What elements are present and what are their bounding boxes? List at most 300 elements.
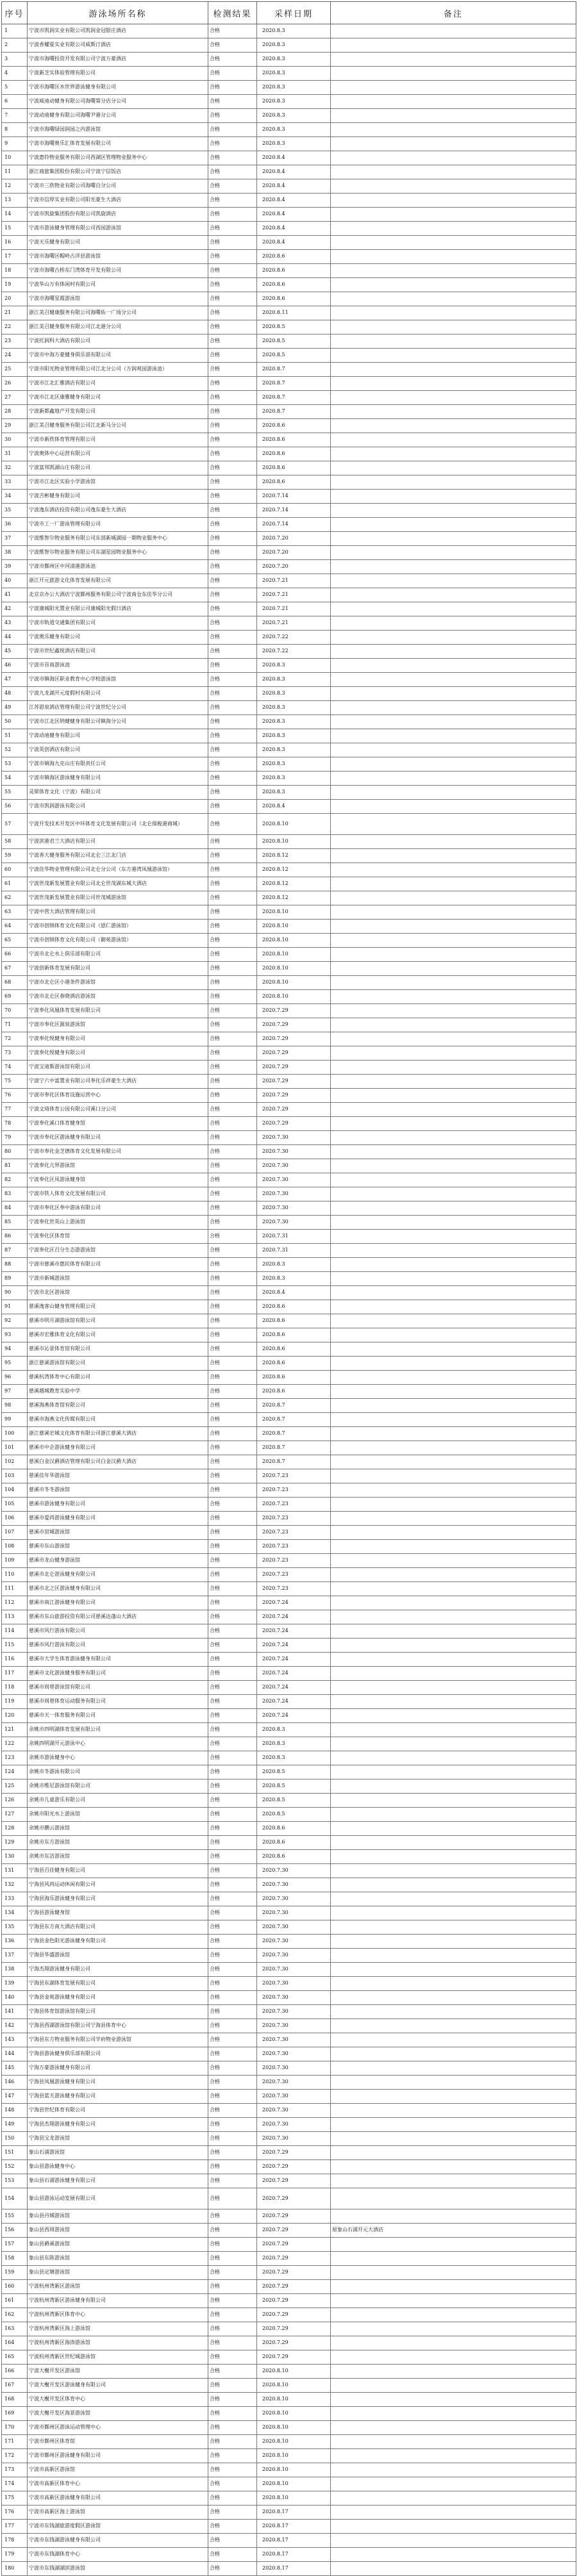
remark — [331, 743, 576, 757]
remark — [331, 1512, 576, 1526]
table-row — [2, 1949, 576, 1963]
sample-date: 2020.8.7 — [257, 405, 331, 419]
remark — [331, 1765, 576, 1779]
remark — [331, 2076, 576, 2090]
remark — [331, 2160, 576, 2174]
sample-date: 2020.8.6 — [257, 1822, 331, 1836]
venue-name: 宁海县东方南大酒店有限公司 — [28, 1920, 208, 1935]
remark — [331, 1046, 576, 1061]
remark — [331, 1610, 576, 1624]
remark — [331, 447, 576, 461]
row-number: 108 — [2, 1540, 28, 1554]
remark — [331, 1892, 576, 1906]
row-number: 137 — [2, 1949, 28, 1963]
test-result: 合格 — [208, 490, 257, 504]
remark — [331, 1667, 576, 1681]
venue-name: 慈溪市南江游泳健身有限公司 — [28, 1596, 208, 1610]
sample-date: 2020.8.10 — [257, 976, 331, 990]
remark — [331, 1906, 576, 1920]
remark — [331, 490, 576, 504]
remark — [331, 2005, 576, 2019]
test-result: 合格 — [208, 1201, 257, 1216]
table-row — [2, 532, 576, 546]
test-result: 合格 — [208, 1244, 257, 1258]
row-number: 104 — [2, 1483, 28, 1498]
sample-date: 2020.8.12 — [257, 891, 331, 905]
test-result: 合格 — [208, 1624, 257, 1639]
row-number: 149 — [2, 2118, 28, 2132]
row-number: 41 — [2, 588, 28, 602]
row-number: 147 — [2, 2090, 28, 2104]
venue-name: 余姚市冬游泳有限公司 — [28, 1765, 208, 1779]
test-result: 合格 — [208, 1526, 257, 1540]
row-number: 52 — [2, 743, 28, 757]
venue-name: 宁海县蓝天游泳健身有限公司 — [28, 2090, 208, 2104]
sample-date: 2020.8.10 — [257, 2421, 331, 2435]
venue-name: 宁波威迪动健身有限公司海曙第分店分公司 — [28, 95, 208, 109]
venue-name: 宁波市东钱湖游泳健身有限公司 — [28, 2534, 208, 2548]
row-number: 95 — [2, 1357, 28, 1371]
row-number: 8 — [2, 123, 28, 137]
remark — [331, 2174, 576, 2188]
test-result: 合格 — [208, 1230, 257, 1244]
venue-name: 宁波市东钱湖旅游度假区游泳馆 — [28, 2520, 208, 2534]
venue-name: 宁波开发技术开发区中环体育文化发展有限公司（北仑保税港商城） — [28, 814, 208, 835]
remark — [331, 1061, 576, 1075]
row-number: 88 — [2, 1258, 28, 1272]
venue-name: 宁波世茂新发展置业有限公司世茂城游泳馆 — [28, 891, 208, 905]
venue-name: 宁波新都鑫地产开发有限公司 — [28, 405, 208, 419]
venue-name: 宁波维智尔物业服务有限公司东湖星园物业服务中心 — [28, 546, 208, 560]
test-result: 合格 — [208, 1117, 257, 1131]
remark — [331, 1103, 576, 1117]
table-row — [2, 863, 576, 877]
sample-date: 2020.8.17 — [257, 2534, 331, 2548]
table-row — [2, 2294, 576, 2308]
test-result: 合格 — [208, 377, 257, 391]
venue-name: 象山县丹城游泳馆 — [28, 2209, 208, 2224]
test-result: 合格 — [208, 2118, 257, 2132]
row-number: 33 — [2, 475, 28, 490]
table-row — [2, 1300, 576, 1314]
venue-name: 宁海万豪游泳健身有限公司 — [28, 2061, 208, 2076]
test-result: 合格 — [208, 1949, 257, 1963]
venue-name: 宁波市三欣物业有限公司海曙自分公司 — [28, 179, 208, 194]
remark — [331, 1540, 576, 1554]
table-row — [2, 877, 576, 891]
test-result: 合格 — [208, 2548, 257, 2562]
venue-name: 宁波市高新区海上游泳馆 — [28, 2506, 208, 2520]
header-venue: 游泳场所名称 — [28, 2, 208, 24]
table-row — [2, 377, 576, 391]
venue-name: 余姚市鹏云游泳馆 — [28, 1822, 208, 1836]
test-result: 合格 — [208, 1850, 257, 1864]
venue-name: 宁波市首南游泳池 — [28, 659, 208, 673]
remark — [331, 1935, 576, 1949]
table-row — [2, 2252, 576, 2266]
sample-date: 2020.8.3 — [257, 1258, 331, 1272]
remark — [331, 67, 576, 81]
venue-name: 宁海杰翔游泳健身有限公司 — [28, 1963, 208, 1977]
remark — [331, 2252, 576, 2266]
remark — [331, 2033, 576, 2047]
table-row — [2, 2061, 576, 2076]
venue-name: 宁波滨港君兰大酒店有限公司 — [28, 835, 208, 849]
row-number: 148 — [2, 2104, 28, 2118]
test-result: 合格 — [208, 1455, 257, 1469]
test-result: 合格 — [208, 962, 257, 976]
remark — [331, 1963, 576, 1977]
sample-date: 2020.7.24 — [257, 1639, 331, 1653]
remark — [331, 588, 576, 602]
table-row — [2, 2407, 576, 2421]
sample-date: 2020.8.4 — [257, 1286, 331, 1300]
table-row — [2, 1779, 576, 1794]
venue-name: 宁波市阳光物业管理有限公司江北分公司（万润观园游泳池） — [28, 363, 208, 377]
table-row — [2, 2224, 576, 2238]
row-number: 176 — [2, 2506, 28, 2520]
test-result: 合格 — [208, 2322, 257, 2336]
sample-date: 2020.8.5 — [257, 1765, 331, 1779]
table-row — [2, 1483, 576, 1498]
test-result: 合格 — [208, 2365, 257, 2379]
remark — [331, 786, 576, 800]
venue-name: 慈溪越城教育实验中学 — [28, 1385, 208, 1399]
table-row — [2, 1286, 576, 1300]
test-result: 合格 — [208, 1498, 257, 1512]
test-result: 合格 — [208, 1596, 257, 1610]
test-result: 合格 — [208, 1751, 257, 1765]
table-row — [2, 2506, 576, 2520]
table-row — [2, 2019, 576, 2033]
row-number: 31 — [2, 447, 28, 461]
test-result: 合格 — [208, 405, 257, 419]
row-number: 80 — [2, 1145, 28, 1159]
venue-name: 宁波动迪健身有限公司 — [28, 729, 208, 743]
test-result: 合格 — [208, 2520, 257, 2534]
sample-date: 2020.7.30 — [257, 2076, 331, 2090]
table-row — [2, 772, 576, 786]
remark — [331, 2047, 576, 2061]
sample-date: 2020.7.31 — [257, 1244, 331, 1258]
test-result: 合格 — [208, 1568, 257, 1582]
test-result: 合格 — [208, 1103, 257, 1117]
venue-name: 宁波奉化溪口体育健身馆 — [28, 1117, 208, 1131]
row-number: 57 — [2, 814, 28, 835]
remark — [331, 1342, 576, 1357]
venue-name: 宁波市海曙星霞游泳馆 — [28, 292, 208, 306]
test-result: 合格 — [208, 2280, 257, 2294]
test-result: 合格 — [208, 701, 257, 715]
row-number: 144 — [2, 2047, 28, 2061]
row-number: 166 — [2, 2365, 28, 2379]
table-row — [2, 1751, 576, 1765]
sample-date: 2020.8.3 — [257, 687, 331, 701]
remark — [331, 2322, 576, 2336]
test-result: 合格 — [208, 2463, 257, 2477]
row-number: 120 — [2, 1709, 28, 1723]
sample-date: 2020.8.7 — [257, 363, 331, 377]
remark — [331, 1159, 576, 1173]
row-number: 42 — [2, 602, 28, 616]
test-result: 合格 — [208, 743, 257, 757]
table-header-row — [2, 2, 576, 24]
row-number: 4 — [2, 67, 28, 81]
test-result: 合格 — [208, 1892, 257, 1906]
sample-date: 2020.7.20 — [257, 532, 331, 546]
row-number: 77 — [2, 1103, 28, 1117]
row-number: 34 — [2, 490, 28, 504]
sample-date: 2020.8.3 — [257, 673, 331, 687]
venue-name: 象山县定塘游泳馆 — [28, 2266, 208, 2280]
table-row — [2, 433, 576, 447]
table-row — [2, 2520, 576, 2534]
table-row — [2, 475, 576, 490]
remark — [331, 2280, 576, 2294]
venue-name: 宁波奉化区体育馆 — [28, 1230, 208, 1244]
sample-date: 2020.8.7 — [257, 1399, 331, 1413]
sample-date: 2020.7.29 — [257, 2322, 331, 2336]
test-result: 合格 — [208, 1216, 257, 1230]
venue-name: 慈溪海燕体育馆有限公司 — [28, 1399, 208, 1413]
row-number: 174 — [2, 2477, 28, 2491]
table-row — [2, 1145, 576, 1159]
row-number: 12 — [2, 179, 28, 194]
row-number: 116 — [2, 1653, 28, 1667]
venue-name: 慈溪市周巷体育运动服务有限公司 — [28, 1695, 208, 1709]
sample-date: 2020.7.14 — [257, 490, 331, 504]
sample-date: 2020.7.30 — [257, 1159, 331, 1173]
sample-date: 2020.8.4 — [257, 236, 331, 250]
row-number: 115 — [2, 1639, 28, 1653]
table-row — [2, 560, 576, 574]
sample-date: 2020.8.3 — [257, 1737, 331, 1751]
test-result: 合格 — [208, 1610, 257, 1624]
table-row — [2, 2365, 576, 2379]
test-result: 合格 — [208, 2005, 257, 2019]
sample-date: 2020.7.30 — [257, 1991, 331, 2005]
row-number: 168 — [2, 2393, 28, 2407]
remark — [331, 891, 576, 905]
venue-name: 浙江美召健身服务有限公司江北港分公司 — [28, 320, 208, 334]
table-row — [2, 1709, 576, 1723]
sample-date: 2020.8.3 — [257, 81, 331, 95]
table-row — [2, 2421, 576, 2435]
venue-name: 象山县游泳运动发展有限公司 — [28, 2188, 208, 2209]
venue-name: 宁波杭州湾新区游泳健身有限公司 — [28, 2294, 208, 2308]
remark — [331, 962, 576, 976]
test-result: 合格 — [208, 2407, 257, 2421]
sample-date: 2020.8.10 — [257, 814, 331, 835]
sample-date: 2020.8.10 — [257, 2477, 331, 2491]
test-result: 合格 — [208, 2379, 257, 2393]
remark — [331, 1244, 576, 1258]
remark — [331, 2019, 576, 2033]
venue-name: 宁波大榭开发区游泳健身有限公司 — [28, 2379, 208, 2393]
table-row — [2, 2548, 576, 2562]
table-row — [2, 1667, 576, 1681]
remark — [331, 391, 576, 405]
venue-name: 宁海县游泳健身俱乐部有限公司 — [28, 2047, 208, 2061]
test-result: 合格 — [208, 2336, 257, 2350]
sample-date: 2020.8.3 — [257, 53, 331, 67]
venue-name: 余姚市四明湖体育发展有限公司 — [28, 1723, 208, 1737]
table-row — [2, 2322, 576, 2336]
row-number: 61 — [2, 877, 28, 891]
sample-date: 2020.7.30 — [257, 1963, 331, 1977]
venue-name: 慈溪市北仑游泳健身有限公司 — [28, 1568, 208, 1582]
venue-name: 象山县西周游泳馆 — [28, 2224, 208, 2238]
row-number: 134 — [2, 1906, 28, 1920]
test-result: 合格 — [208, 891, 257, 905]
table-row — [2, 659, 576, 673]
venue-name: 宁波市鄞州区体育馆 — [28, 2435, 208, 2449]
table-row — [2, 1892, 576, 1906]
test-result: 合格 — [208, 1089, 257, 1103]
table-row — [2, 1258, 576, 1272]
table-row — [2, 962, 576, 976]
remark — [331, 320, 576, 334]
test-result: 合格 — [208, 2266, 257, 2280]
venue-name: 宁波大榭开发区海景游泳馆 — [28, 2407, 208, 2421]
venue-name: 宁波香耀夏实业有限公司威斯汀酒店 — [28, 38, 208, 53]
sample-date: 2020.8.3 — [257, 38, 331, 53]
sample-date: 2020.7.29 — [257, 1032, 331, 1046]
test-result: 合格 — [208, 1653, 257, 1667]
remark — [331, 2308, 576, 2322]
row-number: 70 — [2, 1004, 28, 1018]
sample-date: 2020.8.12 — [257, 863, 331, 877]
table-row — [2, 1385, 576, 1399]
header-remark: 备注 — [331, 2, 576, 24]
sample-date: 2020.7.30 — [257, 1892, 331, 1906]
remark — [331, 1737, 576, 1751]
venue-name: 宁波维智尔物业服务有限公司东部新城湖园一期物业服务中心 — [28, 532, 208, 546]
sample-date: 2020.7.24 — [257, 1695, 331, 1709]
venue-name: 慈溪市天一体育服务有限公司 — [28, 1709, 208, 1723]
remark — [331, 1836, 576, 1850]
remark — [331, 2118, 576, 2132]
test-result: 合格 — [208, 2238, 257, 2252]
table-row — [2, 645, 576, 659]
test-result: 合格 — [208, 920, 257, 934]
test-result: 合格 — [208, 306, 257, 320]
venue-name: 慈溪市风行游泳有限公司 — [28, 1639, 208, 1653]
venue-name: 慈溪市窑城游泳馆 — [28, 1526, 208, 1540]
test-result: 合格 — [208, 1709, 257, 1723]
test-result: 合格 — [208, 1131, 257, 1145]
test-result: 合格 — [208, 1935, 257, 1949]
remark — [331, 1723, 576, 1737]
sample-date: 2020.8.10 — [257, 962, 331, 976]
venue-name: 慈溪市冬冬游泳馆 — [28, 1483, 208, 1498]
row-number: 22 — [2, 320, 28, 334]
remark — [331, 81, 576, 95]
remark — [331, 877, 576, 891]
table-row — [2, 920, 576, 934]
test-result: 合格 — [208, 1667, 257, 1681]
test-result: 合格 — [208, 1512, 257, 1526]
sample-date: 2020.8.10 — [257, 2393, 331, 2407]
sample-date: 2020.7.24 — [257, 1709, 331, 1723]
test-result: 合格 — [208, 934, 257, 948]
row-number: 173 — [2, 2463, 28, 2477]
remark — [331, 2209, 576, 2224]
remark — [331, 1145, 576, 1159]
venue-name: 宁波宁六中富置业有限公司奉化乐祥豪生大酒店 — [28, 1075, 208, 1089]
remark — [331, 1131, 576, 1145]
venue-name: 宁波世茂新发展置业有限公司北仑世茂湖东城大酒店 — [28, 877, 208, 891]
test-result: 合格 — [208, 2393, 257, 2407]
table-row — [2, 292, 576, 306]
sample-date: 2020.7.30 — [257, 1949, 331, 1963]
row-number: 160 — [2, 2280, 28, 2294]
sample-date: 2020.8.6 — [257, 278, 331, 292]
test-result: 合格 — [208, 2090, 257, 2104]
remark — [331, 1822, 576, 1836]
sample-date: 2020.7.29 — [257, 2238, 331, 2252]
sample-date: 2020.7.21 — [257, 574, 331, 588]
remark — [331, 1526, 576, 1540]
venue-name: 象山县游泳健身中心 — [28, 2160, 208, 2174]
sample-date: 2020.7.29 — [257, 1117, 331, 1131]
test-result: 合格 — [208, 2033, 257, 2047]
table-row — [2, 1089, 576, 1103]
test-result: 合格 — [208, 292, 257, 306]
venue-name: 宁波市江北区实验小学游泳馆 — [28, 475, 208, 490]
row-number: 2 — [2, 38, 28, 53]
row-number: 113 — [2, 1610, 28, 1624]
table-row — [2, 574, 576, 588]
test-result: 合格 — [208, 165, 257, 179]
table-row — [2, 673, 576, 687]
sample-date: 2020.8.3 — [257, 1723, 331, 1737]
remark — [331, 2294, 576, 2308]
remark — [331, 419, 576, 433]
test-result: 合格 — [208, 2132, 257, 2146]
sample-date: 2020.8.6 — [257, 1314, 331, 1328]
test-result: 合格 — [208, 863, 257, 877]
test-result: 合格 — [208, 602, 257, 616]
test-result: 合格 — [208, 800, 257, 814]
sample-date: 2020.7.30 — [257, 2104, 331, 2118]
sample-date: 2020.7.30 — [257, 1864, 331, 1878]
row-number: 69 — [2, 990, 28, 1004]
venue-name: 灵犀体育文化（宁波）有限公司 — [28, 786, 208, 800]
row-number: 106 — [2, 1512, 28, 1526]
remark — [331, 1469, 576, 1483]
venue-name: 宁波市东钱湖湖滨游泳馆 — [28, 2562, 208, 2576]
remark — [331, 2393, 576, 2407]
remark — [331, 1878, 576, 1892]
test-result: 合格 — [208, 1737, 257, 1751]
table-row — [2, 1765, 576, 1779]
sample-date: 2020.7.23 — [257, 1512, 331, 1526]
remark — [331, 1427, 576, 1441]
sample-date: 2020.8.10 — [257, 835, 331, 849]
row-number: 75 — [2, 1075, 28, 1089]
venue-name: 宁波市创锦体育文化有限公司（恩仁游泳馆） — [28, 920, 208, 934]
table-row — [2, 2047, 576, 2061]
remark — [331, 2548, 576, 2562]
remark — [331, 2562, 576, 2576]
sample-date: 2020.8.6 — [257, 1328, 331, 1342]
remark — [331, 2520, 576, 2534]
venue-name: 宁波市鄞州区游泳运动管理中心 — [28, 2421, 208, 2435]
remark — [331, 334, 576, 349]
venue-name: 宁波杭州湾新区游泳馆 — [28, 2280, 208, 2294]
test-result: 合格 — [208, 1977, 257, 1991]
